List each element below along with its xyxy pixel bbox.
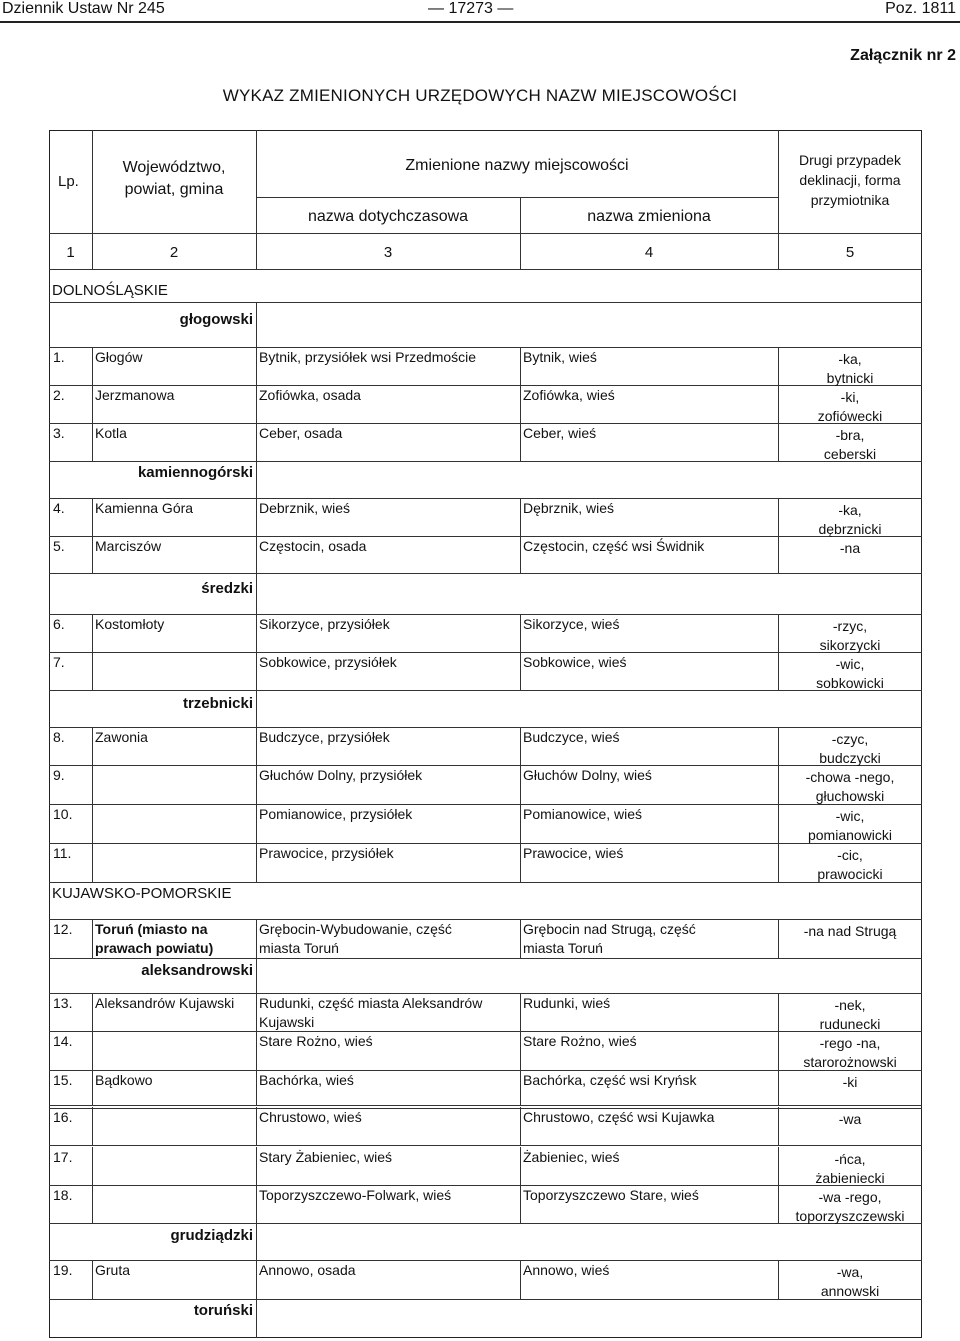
row-number: 19. [53, 1262, 73, 1278]
col-przypadek-1: Drugi przypadek [799, 152, 901, 168]
row-declension: -ńca, [834, 1151, 866, 1167]
row-gmina: Aleksandrów Kujawski [95, 995, 235, 1011]
grid-vline [520, 804, 521, 843]
grid-vline [256, 423, 257, 461]
grid-vline [256, 573, 257, 614]
row-new-name: Rudunki, wieś [523, 995, 611, 1011]
row-old-name: Pomianowice, przysiółek [259, 806, 413, 822]
row-gmina: Bądkowo [95, 1072, 153, 1088]
grid-vline [92, 347, 93, 385]
row-number: 12. [53, 921, 73, 937]
col-przypadek-2: deklinacji, forma [799, 172, 901, 188]
row-new-name: Bachórka, część wsi Kryńsk [523, 1072, 697, 1088]
grid-hline [49, 1108, 922, 1109]
powiat-grudziadzki: grudziądzki [170, 1227, 253, 1244]
position-number: Poz. 1811 [885, 0, 956, 17]
grid-vline [256, 958, 257, 993]
grid-vline [520, 1031, 521, 1070]
powiat-torunski: toruński [193, 1302, 253, 1319]
grid-vline [520, 727, 521, 765]
grid-vline [520, 536, 521, 573]
col-lp: Lp. [58, 173, 79, 190]
row-number: 2. [53, 387, 65, 403]
row-old-name: Prawocice, przysiółek [259, 845, 394, 861]
grid-vline [520, 498, 521, 536]
grid-vline [92, 385, 93, 423]
row-declension: -czyc, [831, 731, 869, 747]
row-number: 4. [53, 500, 65, 516]
grid-vline [92, 1260, 93, 1299]
row-gmina: Kamienna Góra [95, 500, 194, 516]
row-adjective: żabieniecki [815, 1170, 885, 1186]
col-zmieniona: nazwa zmieniona [587, 208, 711, 225]
row-old-name: Toporzyszczewo-Folwark, wieś [259, 1187, 452, 1203]
grid-vline [256, 1147, 257, 1185]
grid-vline [256, 347, 257, 385]
col-number-3: 3 [383, 244, 393, 261]
row-old-name: Częstocin, osada [259, 538, 367, 554]
powiat-sredzki: średzki [201, 580, 253, 597]
grid-hline [49, 958, 922, 959]
row-adjective: sikorzycki [819, 637, 881, 653]
grid-vline [256, 727, 257, 765]
row-gmina: Jerzmanowa [95, 387, 175, 403]
grid-vline [520, 423, 521, 461]
grid-vline [256, 652, 257, 690]
row-adjective: toporzyszczewski [795, 1208, 905, 1224]
row-new-name: Chrustowo, część wsi Kujawka [523, 1109, 715, 1125]
row-number: 17. [53, 1149, 73, 1165]
grid-vline [520, 843, 521, 882]
row-declension: -rego -na, [819, 1035, 881, 1051]
page-header [0, 0, 960, 20]
row-number: 9. [53, 767, 65, 783]
row-declension: -wa [838, 1111, 862, 1127]
row-new-name: Zofiówka, wieś [523, 387, 615, 403]
row-declension: -chowa -nego, [805, 769, 895, 785]
row-old-name: Budczyce, przysiółek [259, 729, 390, 745]
row-new-name: Stare Rożno, wieś [523, 1033, 637, 1049]
row-new-name: Annowo, wieś [523, 1262, 610, 1278]
row-declension: -ka, [838, 351, 862, 367]
grid-vline [256, 498, 257, 536]
row-adjective: ceberski [823, 446, 877, 462]
col-dotychczasowa: nazwa dotychczasowa [307, 208, 469, 225]
grid-hline [49, 1260, 922, 1261]
grid-vline [520, 919, 521, 958]
row-declension: -nek, [834, 997, 866, 1013]
row-number: 3. [53, 425, 65, 441]
col-wojewodztwo-2: powiat, gmina [124, 181, 224, 198]
row-new-name: Żabieniec, wieś [523, 1149, 620, 1165]
row-number: 13. [53, 995, 73, 1011]
grid-vline [92, 536, 93, 573]
powiat-glogowski: głogowski [179, 311, 253, 328]
row-declension: -ka, [838, 502, 862, 518]
row-adjective: dębrznicki [818, 521, 882, 537]
col-number-1: 1 [66, 244, 75, 261]
grid-vline [92, 498, 93, 536]
row-old-name: Sobkowice, przysiółek [259, 654, 397, 670]
grid-vline [520, 385, 521, 423]
grid-vline [520, 1070, 521, 1105]
row-new-name: Sikorzyce, wieś [523, 616, 620, 632]
col-number-2: 2 [169, 244, 179, 261]
row-declension: -ki [842, 1074, 858, 1090]
row-declension: -wa, [836, 1264, 864, 1280]
powiat-trzebnicki: trzebnicki [182, 695, 253, 712]
grid-vline [92, 843, 93, 882]
row-declension: -cic, [837, 847, 863, 863]
row-adjective: annowski [820, 1283, 880, 1299]
row-old-name: Rudunki, część miasta Aleksandrów [259, 995, 483, 1011]
row-old-name-line2: miasta Toruń [259, 940, 339, 956]
row-old-name: Chrustowo, wieś [259, 1109, 362, 1125]
row-new-name: Sobkowice, wieś [523, 654, 627, 670]
col-number-5: 5 [845, 244, 855, 261]
grid-vline [256, 804, 257, 843]
row-gmina: Głogów [95, 349, 143, 365]
row-gmina: Toruń (miasto na [95, 921, 208, 937]
row-new-name: Głuchów Dolny, wieś [523, 767, 652, 783]
row-adjective: pomianowicki [807, 827, 893, 843]
row-number: 11. [53, 845, 72, 861]
row-number: 6. [53, 616, 65, 632]
grid-vline [256, 1070, 257, 1105]
row-new-name: Dębrznik, wieś [523, 500, 615, 516]
powiat-aleksandrowski: aleksandrowski [141, 962, 253, 979]
row-gmina: Marciszów [95, 538, 162, 554]
grid-vline [256, 1031, 257, 1070]
row-gmina: Kotla [95, 425, 127, 441]
row-adjective: zofiówecki [817, 408, 883, 424]
row-gmina-line2: prawach powiatu) [95, 940, 214, 956]
row-new-name-line2: miasta Toruń [523, 940, 603, 956]
grid-vline [92, 1147, 93, 1185]
row-adjective: prawocicki [817, 866, 883, 882]
row-old-name: Stary Żabieniec, wieś [259, 1149, 393, 1165]
row-declension: -na nad Strugą [803, 923, 897, 939]
row-declension: -bra, [835, 427, 865, 443]
row-old-name: Annowo, osada [259, 1262, 356, 1278]
grid-vline [92, 993, 93, 1031]
row-declension: -wa -rego, [818, 1189, 882, 1205]
grid-hline [49, 269, 922, 270]
row-old-name: Bytnik, przysiółek wsi Przedmoście [259, 349, 477, 365]
grid-vline [520, 1147, 521, 1185]
row-number: 14. [53, 1033, 73, 1049]
grid-hline [256, 197, 778, 198]
row-new-name: Częstocin, część wsi Świdnik [523, 538, 705, 554]
row-declension: -ki, [840, 389, 860, 405]
row-old-name: Debrznik, wieś [259, 500, 351, 516]
grid-vline [520, 652, 521, 690]
row-old-name-line2: Kujawski [259, 1014, 315, 1030]
journal-title: Dziennik Ustaw Nr 245 [2, 0, 165, 17]
grid-vline [256, 1299, 257, 1338]
col-przypadek-3: przymiotnika [810, 192, 890, 208]
grid-vline [520, 1107, 521, 1145]
grid-vline [520, 347, 521, 385]
grid-hline [49, 1145, 922, 1146]
row-gmina: Gruta [95, 1262, 131, 1278]
grid-hline [49, 233, 922, 234]
grid-vline [92, 1185, 93, 1223]
grid-vline [92, 919, 93, 958]
annex-label: Załącznik nr 2 [850, 47, 956, 64]
row-old-name: Ceber, osada [259, 425, 343, 441]
grid-hline [49, 302, 922, 303]
grid-vline [520, 993, 521, 1031]
grid-vline [256, 385, 257, 423]
row-number: 16. [53, 1109, 73, 1125]
row-number: 7. [53, 654, 65, 670]
page-number: — 17273 — [428, 0, 514, 17]
row-new-name: Budczyce, wieś [523, 729, 620, 745]
row-adjective: głuchowski [815, 788, 885, 804]
row-old-name: Głuchów Dolny, przysiółek [259, 767, 423, 783]
header-rule [0, 21, 960, 23]
row-adjective: rudunecki [819, 1016, 881, 1032]
grid-vline [92, 1070, 93, 1105]
grid-hline [49, 347, 922, 348]
row-number: 1. [53, 349, 65, 365]
grid-vline [92, 765, 93, 804]
grid-vline [256, 1185, 257, 1223]
grid-vline [92, 1031, 93, 1070]
grid-vline [92, 727, 93, 765]
grid-hline [49, 727, 922, 728]
row-new-name: Prawocice, wieś [523, 845, 624, 861]
col-wojewodztwo-1: Województwo, [122, 159, 226, 176]
grid-vline [256, 536, 257, 573]
row-new-name: Grębocin nad Strugą, część [523, 921, 696, 937]
row-adjective: bytnicki [826, 370, 874, 386]
grid-vline [520, 1185, 521, 1223]
grid-vline [92, 804, 93, 843]
row-new-name: Bytnik, wieś [523, 349, 597, 365]
grid-vline [256, 1107, 257, 1145]
row-declension: -wic, [835, 656, 865, 672]
row-number: 5. [53, 538, 65, 554]
grid-vline [256, 919, 257, 958]
grid-vline [256, 765, 257, 804]
grid-vline [256, 1260, 257, 1299]
row-number: 18. [53, 1187, 73, 1203]
grid-vline [92, 652, 93, 690]
row-declension: -rzyc, [832, 618, 868, 634]
grid-hline [49, 614, 922, 615]
row-adjective: sobkowicki [816, 675, 884, 691]
grid-vline [256, 1223, 257, 1260]
row-new-name: Ceber, wieś [523, 425, 597, 441]
row-number: 15. [53, 1072, 73, 1088]
row-number: 10. [53, 806, 73, 822]
section-kujawsko-pomorskie: KUJAWSKO-POMORSKIE [52, 885, 232, 902]
grid-vline [520, 765, 521, 804]
row-gmina: Kostomłoty [95, 616, 165, 632]
grid-vline [92, 614, 93, 652]
row-old-name: Zofiówka, osada [259, 387, 361, 403]
grid-vline [520, 614, 521, 652]
grid-vline [92, 423, 93, 461]
grid-vline [256, 302, 257, 347]
row-old-name: Stare Rożno, wieś [259, 1033, 373, 1049]
grid-vline [256, 690, 257, 727]
row-new-name: Pomianowice, wieś [523, 806, 643, 822]
row-number: 8. [53, 729, 65, 745]
grid-vline [520, 1260, 521, 1299]
row-declension: -wic, [835, 808, 865, 824]
grid-hline [49, 1105, 922, 1106]
row-declension: -na [839, 540, 861, 556]
powiat-kamiennogorski: kamiennogórski [137, 464, 253, 481]
grid-hline [49, 573, 922, 574]
row-gmina: Zawonia [95, 729, 148, 745]
row-adjective: budczycki [819, 750, 881, 766]
col-number-4: 4 [644, 244, 654, 261]
section-dolnoslaskie: DOLNOŚLĄSKIE [52, 282, 168, 299]
grid-vline [92, 1107, 93, 1145]
grid-vline [256, 993, 257, 1031]
col-zmienione: Zmienione nazwy miejscowości [405, 157, 629, 174]
row-new-name: Toporzyszczewo Stare, wieś [523, 1187, 699, 1203]
row-old-name: Grębocin-Wybudowanie, część [259, 921, 452, 937]
document-title: WYKAZ ZMIENIONYCH URZĘDOWYCH NAZW MIEJSCOWOŚCI [222, 86, 738, 105]
row-adjective: starorożnowski [803, 1054, 897, 1070]
row-old-name: Sikorzyce, przysiółek [259, 616, 390, 632]
grid-vline [256, 843, 257, 882]
row-old-name: Bachórka, wieś [259, 1072, 354, 1088]
grid-vline [256, 614, 257, 652]
